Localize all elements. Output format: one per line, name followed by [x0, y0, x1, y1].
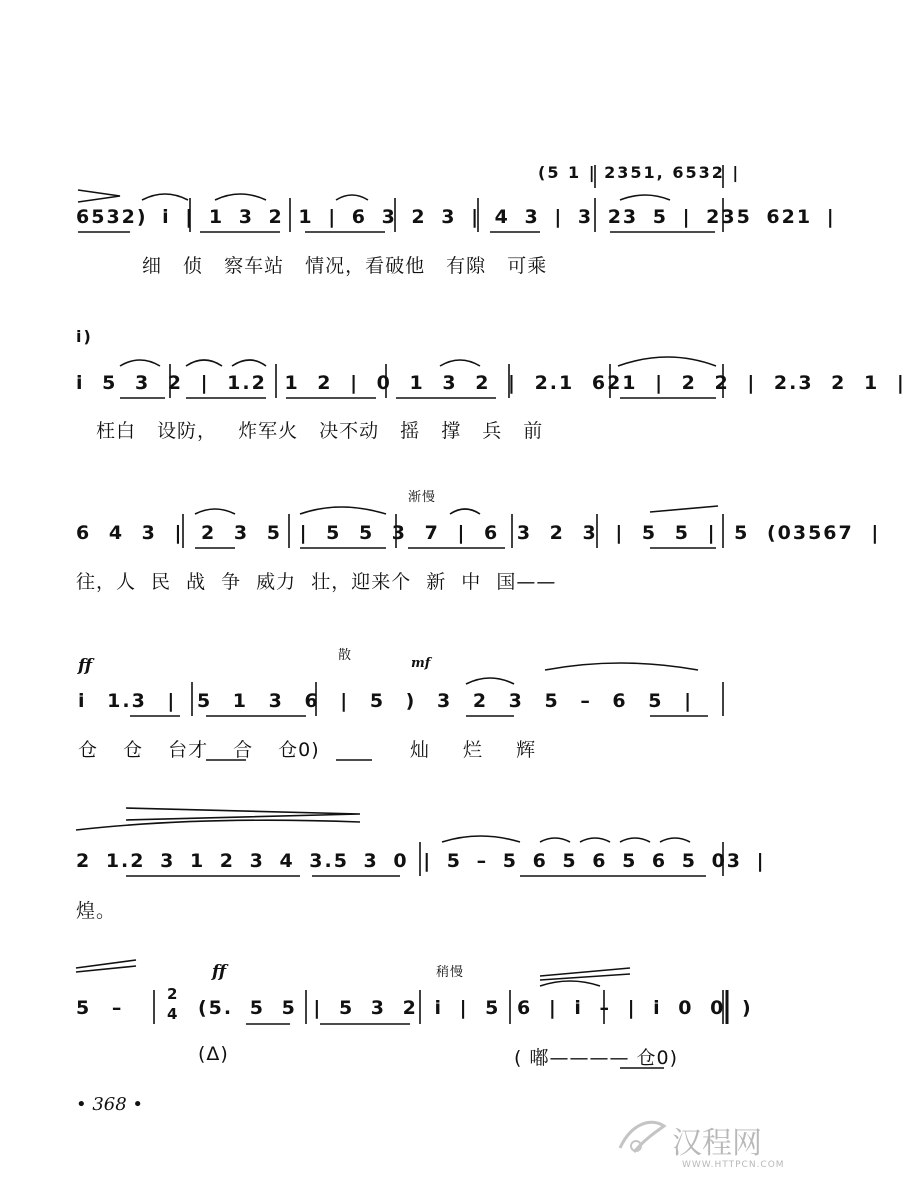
- tempo-marking-san: 散: [338, 648, 353, 663]
- slur: [540, 838, 570, 842]
- lyrics-line-3: 往，人 民 战 争 威力 壮，迎来个 新 中 国——: [76, 571, 557, 593]
- lyrics-line-5: 煌。: [76, 900, 117, 922]
- slur: [232, 360, 266, 366]
- crescendo-mark: [78, 190, 120, 202]
- slur: [618, 357, 716, 366]
- slur: [142, 194, 188, 200]
- dynamic-ff: ff: [78, 656, 93, 676]
- crescendo-mark: [126, 808, 360, 820]
- slur: [660, 838, 690, 842]
- slur: [580, 838, 610, 842]
- slur: [76, 820, 360, 830]
- slur: [300, 507, 386, 514]
- dynamic-ff-2: ff: [212, 962, 227, 982]
- notation-line-6-a: 5 –: [76, 997, 124, 1019]
- watermark-url: WWW.HTTPCN.COM: [682, 1160, 785, 1170]
- slur: [442, 836, 520, 842]
- slur: [336, 195, 368, 200]
- percussion-left: (Δ): [198, 1043, 229, 1065]
- lyrics-line-4: 灿 烂 辉: [410, 739, 537, 761]
- slur: [215, 194, 266, 200]
- crescendo-mark: [76, 960, 136, 972]
- tempo-marking-shaoman: 稍慢: [436, 965, 465, 980]
- percussion-line-4: 仓 仓 台才 合 仓0): [78, 739, 320, 761]
- slur: [186, 360, 222, 366]
- intro-bracket-notes: (5 1 | 2351, 6532 |: [538, 163, 741, 182]
- dynamic-mf: mf: [411, 656, 431, 671]
- slur: [545, 663, 698, 670]
- watermark-brand: 汉程网: [672, 1126, 762, 1161]
- time-signature-bottom: 4: [167, 1005, 180, 1023]
- notation-line-2: i 5 3 2 | 1.2 1 2 | 0 1 3 2 | 2.1 621 | 2 2 | 2.3 2 1 |: [76, 372, 906, 394]
- slur: [620, 838, 650, 842]
- crescendo-mark: [650, 506, 718, 512]
- percussion-right: ( 嘟———— 仓0): [514, 1047, 678, 1069]
- grace-cue: i): [76, 327, 93, 346]
- notation-line-3: 6 4 3 | 2 3 5 | 5 5 3 7 | 6 3 2 3 | 5 5 | 5 (03567 |: [76, 522, 881, 544]
- notation-line-5: 2 1.2 3 1 2 3 4 3.5 3 0 | 5 – 5 6 5 6 5 6 5 03 |: [76, 850, 766, 872]
- slur: [540, 981, 600, 986]
- time-signature-top: 2: [167, 985, 180, 1003]
- notation-line-6-b: (5. 5 5 | 5 3 2 i | 5 6 | i – | i 0 0 ): [198, 997, 753, 1019]
- slur: [450, 509, 480, 514]
- slur: [195, 509, 235, 514]
- slur: [440, 360, 480, 366]
- tempo-marking-jianman: 渐慢: [408, 490, 437, 505]
- slur: [620, 195, 670, 200]
- lyrics-line-1: 细 侦 察车站 情况，看破他 有隙 可乘: [142, 255, 548, 277]
- decrescendo-mark: [540, 968, 630, 980]
- lyrics-line-2: 枉白 设防， 炸军火 决不动 摇 撑 兵 前: [96, 420, 544, 442]
- notation-line-1: 6532) i | 1 3 2 1 | 6 3 2 3 | 4 3 | 3 23 5 | 235 621 |: [76, 206, 836, 228]
- page-number: • 368 •: [76, 1094, 144, 1115]
- slur: [120, 360, 160, 366]
- slur: [466, 678, 514, 684]
- notation-line-4: i 1.3 | 5 1 3 6 | 5 ) 3 2 3 5 – 6 5 |: [78, 690, 694, 712]
